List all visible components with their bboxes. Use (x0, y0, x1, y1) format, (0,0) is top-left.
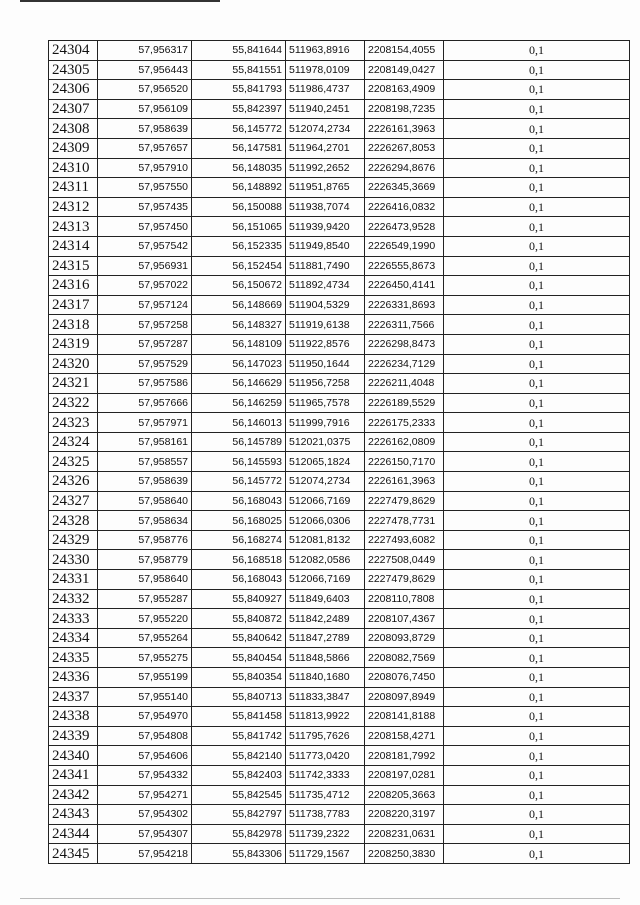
longitude-cell: 55,843306 (192, 844, 286, 864)
point-number-cell: 24324 (49, 432, 98, 452)
accuracy-cell: 0,1 (444, 452, 630, 472)
table-row (49, 158, 630, 178)
y-coordinate-cell: 2208110,7808 (365, 589, 444, 609)
longitude-cell: 55,842545 (192, 785, 286, 805)
point-number-cell: 24336 (49, 668, 98, 688)
y-coordinate-cell: 2226331,8693 (365, 295, 444, 315)
longitude-cell: 55,841644 (192, 41, 286, 61)
y-coordinate-cell: 2208082,7569 (365, 648, 444, 668)
latitude-cell: 57,957971 (98, 413, 192, 433)
accuracy-cell: 0,1 (444, 60, 630, 80)
table-row (49, 276, 630, 296)
point-number-cell: 24331 (49, 570, 98, 590)
accuracy-cell: 0,1 (444, 687, 630, 707)
latitude-cell: 57,958779 (98, 550, 192, 570)
y-coordinate-cell: 2226450,4141 (365, 276, 444, 296)
accuracy-cell: 0,1 (444, 530, 630, 550)
longitude-cell: 56,146259 (192, 393, 286, 413)
y-coordinate-cell: 2227479,8629 (365, 491, 444, 511)
latitude-cell: 57,956520 (98, 80, 192, 100)
longitude-cell: 56,145772 (192, 472, 286, 492)
table-row (49, 41, 630, 61)
x-coordinate-cell: 512065,1824 (286, 452, 365, 472)
table-row (49, 844, 630, 864)
latitude-cell: 57,957022 (98, 276, 192, 296)
accuracy-cell: 0,1 (444, 295, 630, 315)
point-number-cell: 24340 (49, 746, 98, 766)
longitude-cell: 55,841742 (192, 726, 286, 746)
accuracy-cell: 0,1 (444, 374, 630, 394)
latitude-cell: 57,955287 (98, 589, 192, 609)
x-coordinate-cell: 512066,7169 (286, 491, 365, 511)
latitude-cell: 57,954808 (98, 726, 192, 746)
accuracy-cell: 0,1 (444, 570, 630, 590)
accuracy-cell: 0,1 (444, 668, 630, 688)
x-coordinate-cell: 511978,0109 (286, 60, 365, 80)
x-coordinate-cell: 511939,9420 (286, 217, 365, 237)
point-number-cell: 24311 (49, 178, 98, 198)
y-coordinate-cell: 2227493,6082 (365, 530, 444, 550)
accuracy-cell: 0,1 (444, 217, 630, 237)
point-number-cell: 24323 (49, 413, 98, 433)
accuracy-cell: 0,1 (444, 197, 630, 217)
table-row (49, 295, 630, 315)
table-row (49, 785, 630, 805)
longitude-cell: 56,150088 (192, 197, 286, 217)
accuracy-cell: 0,1 (444, 41, 630, 61)
table-row (49, 80, 630, 100)
point-number-cell: 24322 (49, 393, 98, 413)
accuracy-cell: 0,1 (444, 511, 630, 531)
table-row (49, 570, 630, 590)
x-coordinate-cell: 511847,2789 (286, 628, 365, 648)
x-coordinate-cell: 511965,7578 (286, 393, 365, 413)
table-row (49, 197, 630, 217)
longitude-cell: 55,842978 (192, 824, 286, 844)
latitude-cell: 57,956931 (98, 256, 192, 276)
point-number-cell: 24335 (49, 648, 98, 668)
point-number-cell: 24307 (49, 99, 98, 119)
point-number-cell: 24341 (49, 765, 98, 785)
x-coordinate-cell: 511735,4712 (286, 785, 365, 805)
longitude-cell: 56,148109 (192, 334, 286, 354)
x-coordinate-cell: 511840,1680 (286, 668, 365, 688)
y-coordinate-cell: 2226161,3963 (365, 119, 444, 139)
longitude-cell: 55,842403 (192, 765, 286, 785)
table-row (49, 432, 630, 452)
y-coordinate-cell: 2208093,8729 (365, 628, 444, 648)
y-coordinate-cell: 2208250,3830 (365, 844, 444, 864)
latitude-cell: 57,958634 (98, 511, 192, 531)
x-coordinate-cell: 511949,8540 (286, 236, 365, 256)
x-coordinate-cell: 512081,8132 (286, 530, 365, 550)
x-coordinate-cell: 511963,8916 (286, 41, 365, 61)
y-coordinate-cell: 2226234,7129 (365, 354, 444, 374)
point-number-cell: 24330 (49, 550, 98, 570)
scan-bottom-edge (20, 898, 620, 899)
x-coordinate-cell: 511813,9922 (286, 707, 365, 727)
y-coordinate-cell: 2208141,8188 (365, 707, 444, 727)
longitude-cell: 56,168518 (192, 550, 286, 570)
accuracy-cell: 0,1 (444, 805, 630, 825)
longitude-cell: 56,152454 (192, 256, 286, 276)
point-number-cell: 24337 (49, 687, 98, 707)
latitude-cell: 57,958640 (98, 491, 192, 511)
accuracy-cell: 0,1 (444, 550, 630, 570)
x-coordinate-cell: 512074,2734 (286, 472, 365, 492)
latitude-cell: 57,957586 (98, 374, 192, 394)
table-row (49, 589, 630, 609)
point-number-cell: 24344 (49, 824, 98, 844)
point-number-cell: 24312 (49, 197, 98, 217)
longitude-cell: 56,148327 (192, 315, 286, 335)
point-number-cell: 24327 (49, 491, 98, 511)
latitude-cell: 57,958557 (98, 452, 192, 472)
table-row (49, 178, 630, 198)
y-coordinate-cell: 2226555,8673 (365, 256, 444, 276)
y-coordinate-cell: 2208149,0427 (365, 60, 444, 80)
accuracy-cell: 0,1 (444, 178, 630, 198)
y-coordinate-cell: 2208154,4055 (365, 41, 444, 61)
x-coordinate-cell: 511956,7258 (286, 374, 365, 394)
latitude-cell: 57,955264 (98, 628, 192, 648)
latitude-cell: 57,957287 (98, 334, 192, 354)
longitude-cell: 55,842797 (192, 805, 286, 825)
latitude-cell: 57,957657 (98, 138, 192, 158)
latitude-cell: 57,954332 (98, 765, 192, 785)
x-coordinate-cell: 511842,2489 (286, 609, 365, 629)
longitude-cell: 56,152335 (192, 236, 286, 256)
y-coordinate-cell: 2227478,7731 (365, 511, 444, 531)
table-row (49, 60, 630, 80)
x-coordinate-cell: 511922,8576 (286, 334, 365, 354)
longitude-cell: 55,841551 (192, 60, 286, 80)
latitude-cell: 57,955199 (98, 668, 192, 688)
table-row (49, 334, 630, 354)
y-coordinate-cell: 2226162,0809 (365, 432, 444, 452)
latitude-cell: 57,954271 (98, 785, 192, 805)
y-coordinate-cell: 2208181,7992 (365, 746, 444, 766)
longitude-cell: 56,148892 (192, 178, 286, 198)
longitude-cell: 55,840713 (192, 687, 286, 707)
point-number-cell: 24345 (49, 844, 98, 864)
accuracy-cell: 0,1 (444, 628, 630, 648)
point-number-cell: 24334 (49, 628, 98, 648)
longitude-cell: 56,148035 (192, 158, 286, 178)
x-coordinate-cell: 512021,0375 (286, 432, 365, 452)
accuracy-cell: 0,1 (444, 589, 630, 609)
y-coordinate-cell: 2226345,3669 (365, 178, 444, 198)
x-coordinate-cell: 511999,7916 (286, 413, 365, 433)
table-row (49, 138, 630, 158)
point-number-cell: 24314 (49, 236, 98, 256)
longitude-cell: 56,145789 (192, 432, 286, 452)
point-number-cell: 24313 (49, 217, 98, 237)
point-number-cell: 24343 (49, 805, 98, 825)
point-number-cell: 24333 (49, 609, 98, 629)
table-row (49, 824, 630, 844)
longitude-cell: 56,168274 (192, 530, 286, 550)
y-coordinate-cell: 2208205,3663 (365, 785, 444, 805)
longitude-cell: 55,841793 (192, 80, 286, 100)
table-row (49, 119, 630, 139)
x-coordinate-cell: 511742,3333 (286, 765, 365, 785)
latitude-cell: 57,955140 (98, 687, 192, 707)
latitude-cell: 57,958639 (98, 472, 192, 492)
x-coordinate-cell: 511950,1644 (286, 354, 365, 374)
longitude-cell: 55,842140 (192, 746, 286, 766)
table-row (49, 491, 630, 511)
longitude-cell: 56,168025 (192, 511, 286, 531)
point-number-cell: 24308 (49, 119, 98, 139)
latitude-cell: 57,957450 (98, 217, 192, 237)
longitude-cell: 56,168043 (192, 491, 286, 511)
table-row (49, 452, 630, 472)
latitude-cell: 57,958776 (98, 530, 192, 550)
accuracy-cell: 0,1 (444, 138, 630, 158)
x-coordinate-cell: 511795,7626 (286, 726, 365, 746)
y-coordinate-cell: 2208197,0281 (365, 765, 444, 785)
accuracy-cell: 0,1 (444, 765, 630, 785)
latitude-cell: 57,956443 (98, 60, 192, 80)
table-row (49, 765, 630, 785)
latitude-cell: 57,955275 (98, 648, 192, 668)
x-coordinate-cell: 511919,6138 (286, 315, 365, 335)
table-row (49, 668, 630, 688)
y-coordinate-cell: 2208198,7235 (365, 99, 444, 119)
point-number-cell: 24320 (49, 354, 98, 374)
accuracy-cell: 0,1 (444, 707, 630, 727)
latitude-cell: 57,957529 (98, 354, 192, 374)
x-coordinate-cell: 511940,2451 (286, 99, 365, 119)
accuracy-cell: 0,1 (444, 472, 630, 492)
x-coordinate-cell: 511833,3847 (286, 687, 365, 707)
table-row (49, 354, 630, 374)
accuracy-cell: 0,1 (444, 334, 630, 354)
y-coordinate-cell: 2226416,0832 (365, 197, 444, 217)
accuracy-cell: 0,1 (444, 119, 630, 139)
longitude-cell: 56,145772 (192, 119, 286, 139)
table-row (49, 746, 630, 766)
y-coordinate-cell: 2208097,8949 (365, 687, 444, 707)
point-number-cell: 24317 (49, 295, 98, 315)
latitude-cell: 57,957435 (98, 197, 192, 217)
latitude-cell: 57,957666 (98, 393, 192, 413)
accuracy-cell: 0,1 (444, 432, 630, 452)
point-number-cell: 24339 (49, 726, 98, 746)
accuracy-cell: 0,1 (444, 844, 630, 864)
table-row (49, 511, 630, 531)
accuracy-cell: 0,1 (444, 354, 630, 374)
latitude-cell: 57,956109 (98, 99, 192, 119)
longitude-cell: 56,151065 (192, 217, 286, 237)
x-coordinate-cell: 511739,2322 (286, 824, 365, 844)
accuracy-cell: 0,1 (444, 315, 630, 335)
x-coordinate-cell: 512066,7169 (286, 570, 365, 590)
accuracy-cell: 0,1 (444, 491, 630, 511)
table-row (49, 413, 630, 433)
y-coordinate-cell: 2226175,2333 (365, 413, 444, 433)
x-coordinate-cell: 511849,6403 (286, 589, 365, 609)
y-coordinate-cell: 2226161,3963 (365, 472, 444, 492)
latitude-cell: 57,954970 (98, 707, 192, 727)
latitude-cell: 57,958161 (98, 432, 192, 452)
table-row (49, 726, 630, 746)
point-number-cell: 24326 (49, 472, 98, 492)
longitude-cell: 55,840872 (192, 609, 286, 629)
point-number-cell: 24328 (49, 511, 98, 531)
point-number-cell: 24342 (49, 785, 98, 805)
x-coordinate-cell: 511904,5329 (286, 295, 365, 315)
scan-edge-mark (20, 0, 220, 2)
latitude-cell: 57,957124 (98, 295, 192, 315)
accuracy-cell: 0,1 (444, 256, 630, 276)
table-row (49, 393, 630, 413)
x-coordinate-cell: 511881,7490 (286, 256, 365, 276)
table-row (49, 707, 630, 727)
x-coordinate-cell: 511951,8765 (286, 178, 365, 198)
point-number-cell: 24319 (49, 334, 98, 354)
y-coordinate-cell: 2226267,8053 (365, 138, 444, 158)
point-number-cell: 24309 (49, 138, 98, 158)
longitude-cell: 56,168043 (192, 570, 286, 590)
x-coordinate-cell: 512082,0586 (286, 550, 365, 570)
latitude-cell: 57,958639 (98, 119, 192, 139)
y-coordinate-cell: 2208163,4909 (365, 80, 444, 100)
table-row (49, 217, 630, 237)
longitude-cell: 55,842397 (192, 99, 286, 119)
y-coordinate-cell: 2226189,5529 (365, 393, 444, 413)
table-row (49, 374, 630, 394)
latitude-cell: 57,957542 (98, 236, 192, 256)
y-coordinate-cell: 2226311,7566 (365, 315, 444, 335)
table-row (49, 609, 630, 629)
accuracy-cell: 0,1 (444, 276, 630, 296)
table-row (49, 256, 630, 276)
latitude-cell: 57,954606 (98, 746, 192, 766)
x-coordinate-cell: 511986,4737 (286, 80, 365, 100)
y-coordinate-cell: 2226211,4048 (365, 374, 444, 394)
latitude-cell: 57,956317 (98, 41, 192, 61)
latitude-cell: 57,954307 (98, 824, 192, 844)
y-coordinate-cell: 2208231,0631 (365, 824, 444, 844)
x-coordinate-cell: 511773,0420 (286, 746, 365, 766)
x-coordinate-cell: 511992,2652 (286, 158, 365, 178)
latitude-cell: 57,954218 (98, 844, 192, 864)
y-coordinate-cell: 2227508,0449 (365, 550, 444, 570)
point-number-cell: 24310 (49, 158, 98, 178)
x-coordinate-cell: 511848,5866 (286, 648, 365, 668)
point-number-cell: 24318 (49, 315, 98, 335)
x-coordinate-cell: 512066,0306 (286, 511, 365, 531)
y-coordinate-cell: 2226549,1990 (365, 236, 444, 256)
point-number-cell: 24305 (49, 60, 98, 80)
latitude-cell: 57,955220 (98, 609, 192, 629)
y-coordinate-cell: 2226473,9528 (365, 217, 444, 237)
table-row (49, 99, 630, 119)
x-coordinate-cell: 511729,1567 (286, 844, 365, 864)
latitude-cell: 57,954302 (98, 805, 192, 825)
accuracy-cell: 0,1 (444, 824, 630, 844)
point-number-cell: 24315 (49, 256, 98, 276)
point-number-cell: 24304 (49, 41, 98, 61)
longitude-cell: 56,145593 (192, 452, 286, 472)
table-row (49, 530, 630, 550)
latitude-cell: 57,957258 (98, 315, 192, 335)
table-row (49, 628, 630, 648)
y-coordinate-cell: 2208220,3197 (365, 805, 444, 825)
point-number-cell: 24321 (49, 374, 98, 394)
longitude-cell: 56,147581 (192, 138, 286, 158)
table-body (49, 41, 630, 864)
accuracy-cell: 0,1 (444, 413, 630, 433)
accuracy-cell: 0,1 (444, 648, 630, 668)
longitude-cell: 56,146013 (192, 413, 286, 433)
longitude-cell: 55,840642 (192, 628, 286, 648)
coordinates-table (48, 40, 630, 864)
point-number-cell: 24332 (49, 589, 98, 609)
table-row (49, 236, 630, 256)
point-number-cell: 24338 (49, 707, 98, 727)
x-coordinate-cell: 511964,2701 (286, 138, 365, 158)
latitude-cell: 57,958640 (98, 570, 192, 590)
accuracy-cell: 0,1 (444, 99, 630, 119)
point-number-cell: 24306 (49, 80, 98, 100)
y-coordinate-cell: 2226294,8676 (365, 158, 444, 178)
latitude-cell: 57,957910 (98, 158, 192, 178)
latitude-cell: 57,957550 (98, 178, 192, 198)
table-row (49, 315, 630, 335)
y-coordinate-cell: 2208076,7450 (365, 668, 444, 688)
longitude-cell: 56,147023 (192, 354, 286, 374)
x-coordinate-cell: 512074,2734 (286, 119, 365, 139)
accuracy-cell: 0,1 (444, 609, 630, 629)
y-coordinate-cell: 2208158,4271 (365, 726, 444, 746)
longitude-cell: 56,150672 (192, 276, 286, 296)
longitude-cell: 55,841458 (192, 707, 286, 727)
longitude-cell: 55,840927 (192, 589, 286, 609)
longitude-cell: 55,840454 (192, 648, 286, 668)
table-row (49, 648, 630, 668)
y-coordinate-cell: 2227479,8629 (365, 570, 444, 590)
point-number-cell: 24329 (49, 530, 98, 550)
table-row (49, 805, 630, 825)
accuracy-cell: 0,1 (444, 726, 630, 746)
accuracy-cell: 0,1 (444, 785, 630, 805)
accuracy-cell: 0,1 (444, 236, 630, 256)
accuracy-cell: 0,1 (444, 393, 630, 413)
y-coordinate-cell: 2226298,8473 (365, 334, 444, 354)
accuracy-cell: 0,1 (444, 158, 630, 178)
x-coordinate-cell: 511738,7783 (286, 805, 365, 825)
y-coordinate-cell: 2208107,4367 (365, 609, 444, 629)
longitude-cell: 55,840354 (192, 668, 286, 688)
y-coordinate-cell: 2226150,7170 (365, 452, 444, 472)
table-row (49, 550, 630, 570)
longitude-cell: 56,146629 (192, 374, 286, 394)
point-number-cell: 24325 (49, 452, 98, 472)
table-row (49, 687, 630, 707)
accuracy-cell: 0,1 (444, 746, 630, 766)
longitude-cell: 56,148669 (192, 295, 286, 315)
point-number-cell: 24316 (49, 276, 98, 296)
table-row (49, 472, 630, 492)
accuracy-cell: 0,1 (444, 80, 630, 100)
x-coordinate-cell: 511892,4734 (286, 276, 365, 296)
x-coordinate-cell: 511938,7074 (286, 197, 365, 217)
